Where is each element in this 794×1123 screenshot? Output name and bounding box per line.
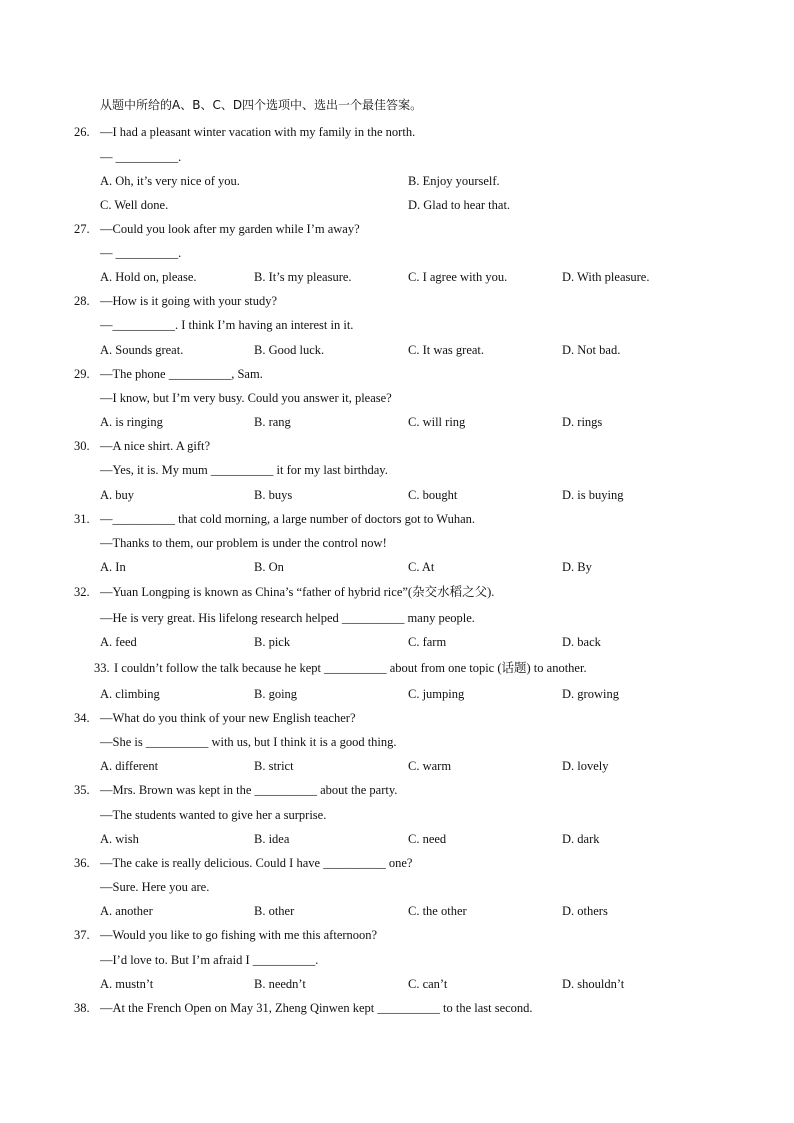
question-line: —__________ that cold morning, a large number of doctors got to Wuhan. <box>100 512 476 526</box>
question-line: —Thanks to them, our problem is under the control now! <box>100 536 387 550</box>
option-b[interactable]: B. needn’t <box>254 977 306 991</box>
question-number: 31. <box>74 512 90 526</box>
question-number: 34. <box>74 711 90 725</box>
question-line: —At the French Open on May 31, Zheng Qinwen kept __________ to the last second. <box>100 1001 533 1015</box>
option-c[interactable]: C. will ring <box>408 415 466 429</box>
question-line: —The cake is really delicious. Could I have __________ one? <box>100 856 413 870</box>
option-d[interactable]: D. shouldn’t <box>562 977 625 991</box>
option-b[interactable]: B. going <box>254 687 298 701</box>
option-c[interactable]: C. warm <box>408 759 452 773</box>
question-number: 38. <box>74 1001 90 1015</box>
question-number: 27. <box>74 222 90 236</box>
question-line: —He is very great. His lifelong research helped __________ many people. <box>100 611 475 625</box>
option-d[interactable]: D. is buying <box>562 488 624 502</box>
option-d[interactable]: D. By <box>562 560 592 574</box>
option-a[interactable]: A. buy <box>100 488 135 502</box>
question-line: —A nice shirt. A gift? <box>100 439 211 453</box>
option-b[interactable]: B. On <box>254 560 284 574</box>
question-line: — __________. <box>100 150 182 164</box>
option-d[interactable]: D. Not bad. <box>562 343 621 357</box>
instruction-text: 从题中所给的A、B、C、D四个选项中、选出一个最佳答案。 <box>100 98 423 112</box>
option-c[interactable]: C. farm <box>408 635 447 649</box>
question-line: —What do you think of your new English teacher? <box>100 711 356 725</box>
question-number: 35. <box>74 783 90 797</box>
question-line: —Yes, it is. My mum __________ it for my last birthday. <box>100 463 388 477</box>
option-a[interactable]: A. Hold on, please. <box>100 270 197 284</box>
question-number: 26. <box>74 125 90 139</box>
option-a[interactable]: A. is ringing <box>100 415 163 429</box>
option-a[interactable]: A. Sounds great. <box>100 343 184 357</box>
option-a[interactable]: A. Oh, it’s very nice of you. <box>100 174 240 188</box>
option-b[interactable]: B. Good luck. <box>254 343 325 357</box>
question-line: —She is __________ with us, but I think it is a good thing. <box>100 735 397 749</box>
option-c[interactable]: C. At <box>408 560 435 574</box>
option-c[interactable]: C. bought <box>408 488 458 502</box>
option-b[interactable]: B. strict <box>254 759 294 773</box>
option-a[interactable]: A. wish <box>100 832 139 846</box>
question-number: 29. <box>74 367 90 381</box>
option-a[interactable]: A. climbing <box>100 687 160 701</box>
option-d[interactable]: D. rings <box>562 415 603 429</box>
question-line: —Could you look after my garden while I’m away? <box>100 222 360 236</box>
option-a[interactable]: A. mustn’t <box>100 977 154 991</box>
option-a[interactable]: A. different <box>100 759 159 773</box>
option-d[interactable]: D. back <box>562 635 601 649</box>
question-line: —Yuan Longping is known as China’s “father of hybrid rice”(杂交水稻之父). <box>100 585 495 599</box>
option-b[interactable]: B. pick <box>254 635 291 649</box>
option-c[interactable]: C. the other <box>408 904 467 918</box>
option-b[interactable]: B. idea <box>254 832 290 846</box>
question-line: — __________. <box>100 246 182 260</box>
question-line: —I had a pleasant winter vacation with my family in the north. <box>100 125 416 139</box>
option-d[interactable]: D. Glad to hear that. <box>408 198 511 212</box>
option-a[interactable]: A. feed <box>100 635 137 649</box>
question-number: 33. <box>94 661 110 675</box>
option-a[interactable]: A. another <box>100 904 153 918</box>
option-b[interactable]: B. It’s my pleasure. <box>254 270 352 284</box>
question-number: 32. <box>74 585 90 599</box>
option-a[interactable]: A. In <box>100 560 126 574</box>
question-line: —Mrs. Brown was kept in the __________ about the party. <box>100 783 398 797</box>
option-d[interactable]: D. With pleasure. <box>562 270 650 284</box>
question-number: 28. <box>74 294 90 308</box>
question-line: I couldn’t follow the talk because he kept __________ about from one topic (话题) to another. <box>114 661 587 675</box>
question-line: —__________. I think I’m having an interest in it. <box>100 318 354 332</box>
question-number: 30. <box>74 439 90 453</box>
option-c[interactable]: C. jumping <box>408 687 465 701</box>
question-line: —I know, but I’m very busy. Could you answer it, please? <box>100 391 392 405</box>
question-line: —The phone __________, Sam. <box>100 367 263 381</box>
option-b[interactable]: B. other <box>254 904 295 918</box>
option-d[interactable]: D. dark <box>562 832 600 846</box>
option-d[interactable]: D. others <box>562 904 608 918</box>
question-line: —The students wanted to give her a surprise. <box>100 808 327 822</box>
option-b[interactable]: B. buys <box>254 488 293 502</box>
option-d[interactable]: D. growing <box>562 687 619 701</box>
question-line: —Would you like to go fishing with me this afternoon? <box>100 928 378 942</box>
option-c[interactable]: C. I agree with you. <box>408 270 508 284</box>
question-number: 36. <box>74 856 90 870</box>
option-b[interactable]: B. rang <box>254 415 291 429</box>
option-c[interactable]: C. Well done. <box>100 198 169 212</box>
option-c[interactable]: C. need <box>408 832 447 846</box>
option-b[interactable]: B. Enjoy yourself. <box>408 174 500 188</box>
question-line: —How is it going with your study? <box>100 294 278 308</box>
option-c[interactable]: C. It was great. <box>408 343 485 357</box>
option-d[interactable]: D. lovely <box>562 759 609 773</box>
option-c[interactable]: C. can’t <box>408 977 448 991</box>
question-line: —Sure. Here you are. <box>100 880 210 894</box>
question-number: 37. <box>74 928 90 942</box>
question-line: —I’d love to. But I’m afraid I __________. <box>100 953 319 967</box>
